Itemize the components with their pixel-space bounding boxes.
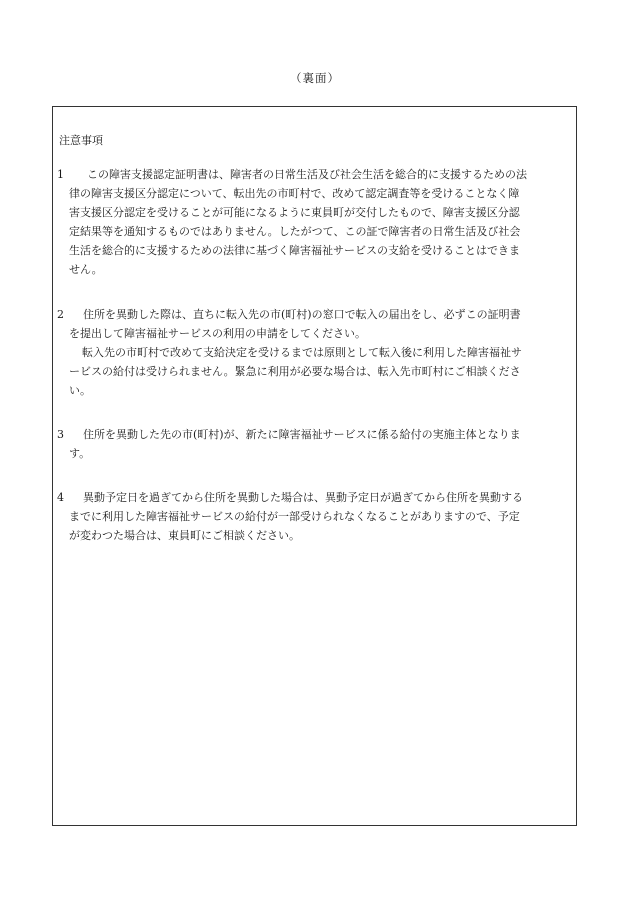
item-text-line: 生活を総合的に支援するための法律に基づく障害福祉サービスの支給を受けることはできま: [69, 244, 520, 257]
item-text-line: 害支援区分認定を受けることが可能になるように東員町が交付したもので、障害支援区分認: [69, 206, 520, 219]
item-text-line: までに利用した障害福祉サービスの給付が一部受けられなくなることがありますので、予定: [69, 510, 520, 523]
item-text-line: 転入先の市町村で改めて支給決定を受けるまでは原則として転入後に利用した障害福祉サ: [82, 346, 522, 359]
page-heading: （裏面）: [290, 71, 340, 85]
item-number: 2: [57, 308, 64, 321]
item-text-line: 異動予定日を過ぎてから住所を異動した場合は、異動予定日が過ぎてから住所を異動する: [83, 491, 523, 504]
item-number: 1: [57, 168, 64, 181]
item-text-line: い。: [69, 384, 91, 397]
notice-box: [52, 106, 577, 826]
item-text-line: 律の障害支援区分認定について、転出先の市町村で、改めて認定調査等を受けることなく障: [69, 187, 520, 200]
item-text-line: が変わつた場合は、東員町にご相談ください。: [69, 529, 300, 542]
item-text-line: を提出して障害福祉サービスの利用の申請をしてください。: [69, 327, 366, 340]
item-text-line: 定結果等を通知するものではありません。したがつて、この証で障害者の日常生活及び社会: [69, 225, 521, 238]
item-text-line: ービスの給付は受けられません。緊急に利用が必要な場合は、転入先市町村にご相談くださ: [69, 365, 521, 378]
notice-title: 注意事項: [59, 134, 103, 147]
item-text-line: 住所を異動した先の市(町村)が、新たに障害福祉サービスに係る給付の実施主体となりま: [83, 428, 521, 441]
item-text-line: この障害支援認定証明書は、障害者の日常生活及び社会生活を総合的に支援するための法: [87, 168, 527, 181]
item-text-line: 住所を異動した際は、直ちに転入先の市(町村)の窓口で転入の届出をし、必ずこの証明書: [83, 308, 521, 321]
item-text-line: せん。: [69, 263, 103, 276]
item-number: 4: [57, 491, 64, 504]
item-number: 3: [57, 428, 64, 441]
item-text-line: す。: [69, 447, 91, 460]
